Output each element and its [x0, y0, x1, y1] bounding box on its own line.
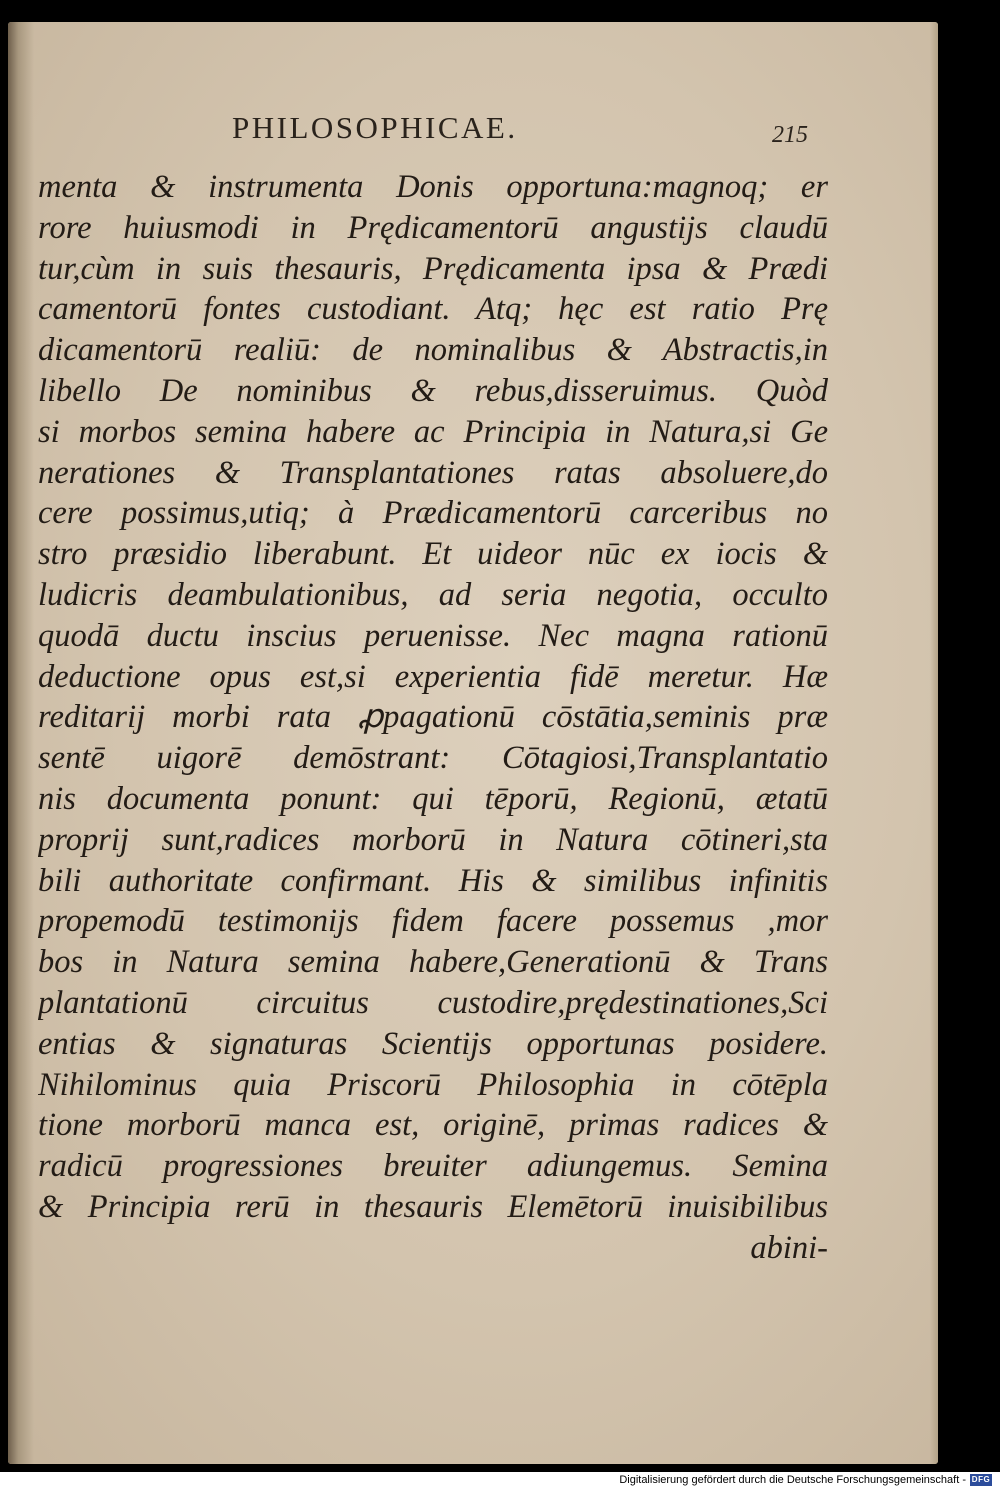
text-line: cere possimus,utiq; à Prædicamentorū carceribus no [38, 495, 828, 532]
text-line: stro præsidio liberabunt. Et uideor nūc ex iocis & [38, 536, 828, 573]
text-line: bos in Natura semina habere,Generationū & Trans [38, 944, 828, 981]
body-text [38, 167, 828, 1269]
text-line: Nihilominus quia Priscorū Philosophia in cōtēpla [38, 1066, 828, 1103]
page-gutter-shadow [8, 22, 34, 1464]
text-line: dicamentorū realiū: de nominalibus & Abstractis,in [38, 332, 828, 369]
text-line: sentē uigorē demōstrant: Cōtagiosi,Transplantatio [38, 740, 828, 777]
text-line: si morbos semina habere ac Principia in Natura,si Ge [38, 413, 828, 450]
page-number: 215 [772, 122, 808, 148]
text-line: nerationes & Transplantationes ratas absoluere,do [38, 454, 828, 491]
text-line: libello De nominibus & rebus,disseruimus. Quòd [38, 372, 828, 409]
text-line: nis documenta ponunt: qui tēporū, Regionū, ætatū [38, 780, 828, 817]
text-line: bili authoritate confirmant. His & similibus infinitis [38, 862, 828, 899]
text-line: ludicris deambulationibus, ad seria negotia, occulto [38, 576, 828, 613]
text-line: & Principia rerū in thesauris Elemētorū inuisibilibus [38, 1188, 828, 1225]
running-head: PHILOSOPHICAE. [232, 110, 518, 145]
page-edge-shadow [930, 22, 938, 1464]
catchword: abini- [750, 1229, 828, 1266]
text-line: deductione opus est,si experientia fidē meretur. Hæ [38, 658, 828, 695]
text-line: proprij sunt,radices morborū in Natura cōtineri,sta [38, 821, 828, 858]
text-line: quodā ductu inscius peruenisse. Nec magna rationū [38, 617, 828, 654]
text-line: tur,cùm in suis thesauris, Prędicamenta ipsa & Prædi [38, 250, 828, 287]
text-line: entias & signaturas Scientijs opportunas posidere. [38, 1025, 828, 1062]
text-line: reditarij morbi rata ꝓpagationū cōstātia,seminis præ [38, 699, 828, 736]
text-line: propemodū testimonijs fidem facere possemus ,mor [38, 903, 828, 940]
dfg-logo: DFG [971, 1475, 991, 1484]
text-line: camentorū fontes custodiant. Atq; hęc est ratio Prę [38, 291, 828, 328]
digitization-credit: Digitalisierung gefördert durch die Deutsche Forschungsgemeinschaft - [619, 1474, 966, 1486]
text-line: rore huiusmodi in Prędicamentorū angustijs claudū [38, 209, 828, 246]
text-line: tione morborū manca est, originē, primas radices & [38, 1107, 828, 1144]
book-page [8, 22, 938, 1464]
text-line: menta & instrumenta Donis opportuna:magnoq; er [38, 169, 828, 205]
text-line: plantationū circuitus custodire,prędestinationes,Sci [38, 984, 828, 1021]
text-line: radicū progressiones breuiter adiungemus. Semina [38, 1148, 828, 1185]
